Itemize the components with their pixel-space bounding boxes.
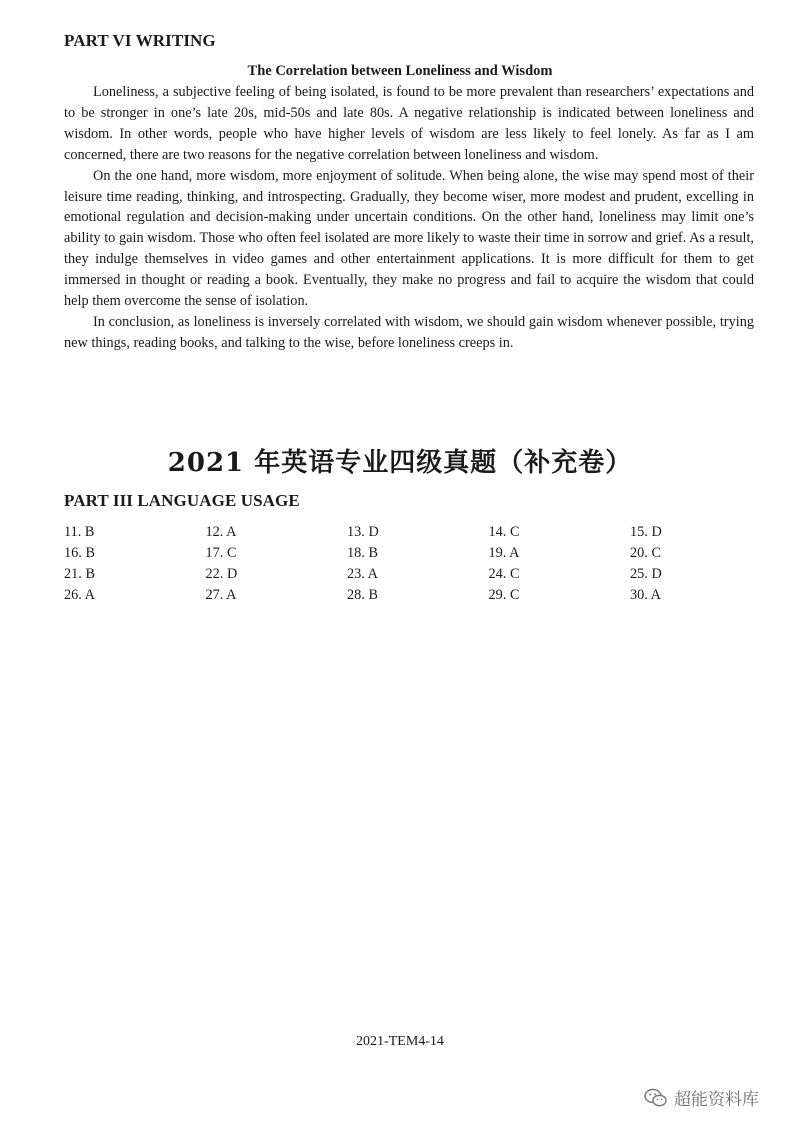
exam-title: 2021 年英语专业四级真题（补充卷） [167, 448, 633, 478]
part-iii-heading: PART III LANGUAGE USAGE [64, 491, 300, 510]
answer-item: 30. A [630, 586, 661, 603]
answer-item: 15. D [630, 524, 662, 540]
page-footer: 2021-TEM4-14 [356, 1034, 444, 1049]
answer-item: 14. C [488, 524, 520, 540]
answer-item: 28. B [347, 586, 378, 603]
answer-item: 20. C [630, 544, 661, 561]
essay-paragraph-1: Loneliness, a subjective feeling of being isolated, is found to be more prevalent than researchers’ expectations and to be stronger in one’s late 20s, mid-50s and late 80s. A negative relationship is indicated between loneliness and wisdom. In other words, people who have higher levels of wisdom are less likely to feel lonely. As far as I am concerned, there are two reasons for the negative correlation between loneliness and wisdom. [64, 84, 754, 163]
part-vi-heading: PART VI WRITING [64, 31, 216, 50]
wechat-icon [644, 1088, 668, 1108]
answer-item: 26. A [64, 586, 95, 603]
answer-item: 25. D [630, 565, 662, 582]
answer-item: 12. A [205, 524, 237, 540]
answer-item: 18. B [347, 544, 378, 561]
answer-item: 17. C [205, 544, 237, 561]
answer-item: 27. A [205, 586, 237, 603]
answer-item: 11. B [64, 524, 95, 540]
answer-item: 16. B [64, 544, 95, 561]
answer-item: 23. A [347, 565, 378, 582]
essay-body [64, 82, 754, 354]
answer-item: 19. A [488, 544, 520, 561]
answer-item: 22. D [205, 565, 238, 582]
essay-paragraph-3: In conclusion, as loneliness is inversely correlated with wisdom, we should gain wisdom whenever possible, trying new things, reading books, and talking to the wise, before loneliness creeps in. [64, 313, 754, 351]
essay-title: The Correlation between Loneliness and Wisdom [247, 63, 553, 79]
answer-key-grid [64, 522, 772, 606]
answer-item: 21. B [64, 565, 95, 582]
watermark [644, 1085, 759, 1110]
watermark-text: 超能资料库 [674, 1090, 759, 1110]
answer-item: 24. C [488, 565, 520, 582]
essay-paragraph-2: On the one hand, more wisdom, more enjoyment of solitude. When being alone, the wise may spend most of their leisure time reading, thinking, and introspecting. Gradually, they become wiser, more modest and prudent, excelling in emotional regulation and decision-making under uncertain conditions. On the other hand, loneliness may limit one’s ability to gain wisdom. Those who often feel isolated are more likely to waste their time in sorrow and grief. As a result, they indulge themselves in video games and other entertainment applications. It is more difficult for them to get immersed in thought or reading a book. Eventually, they make no progress and fail to acquire the wisdom that could help them overcome the sense of isolation. [64, 167, 754, 310]
answer-item: 13. D [347, 524, 379, 540]
answer-item: 29. C [488, 586, 520, 603]
